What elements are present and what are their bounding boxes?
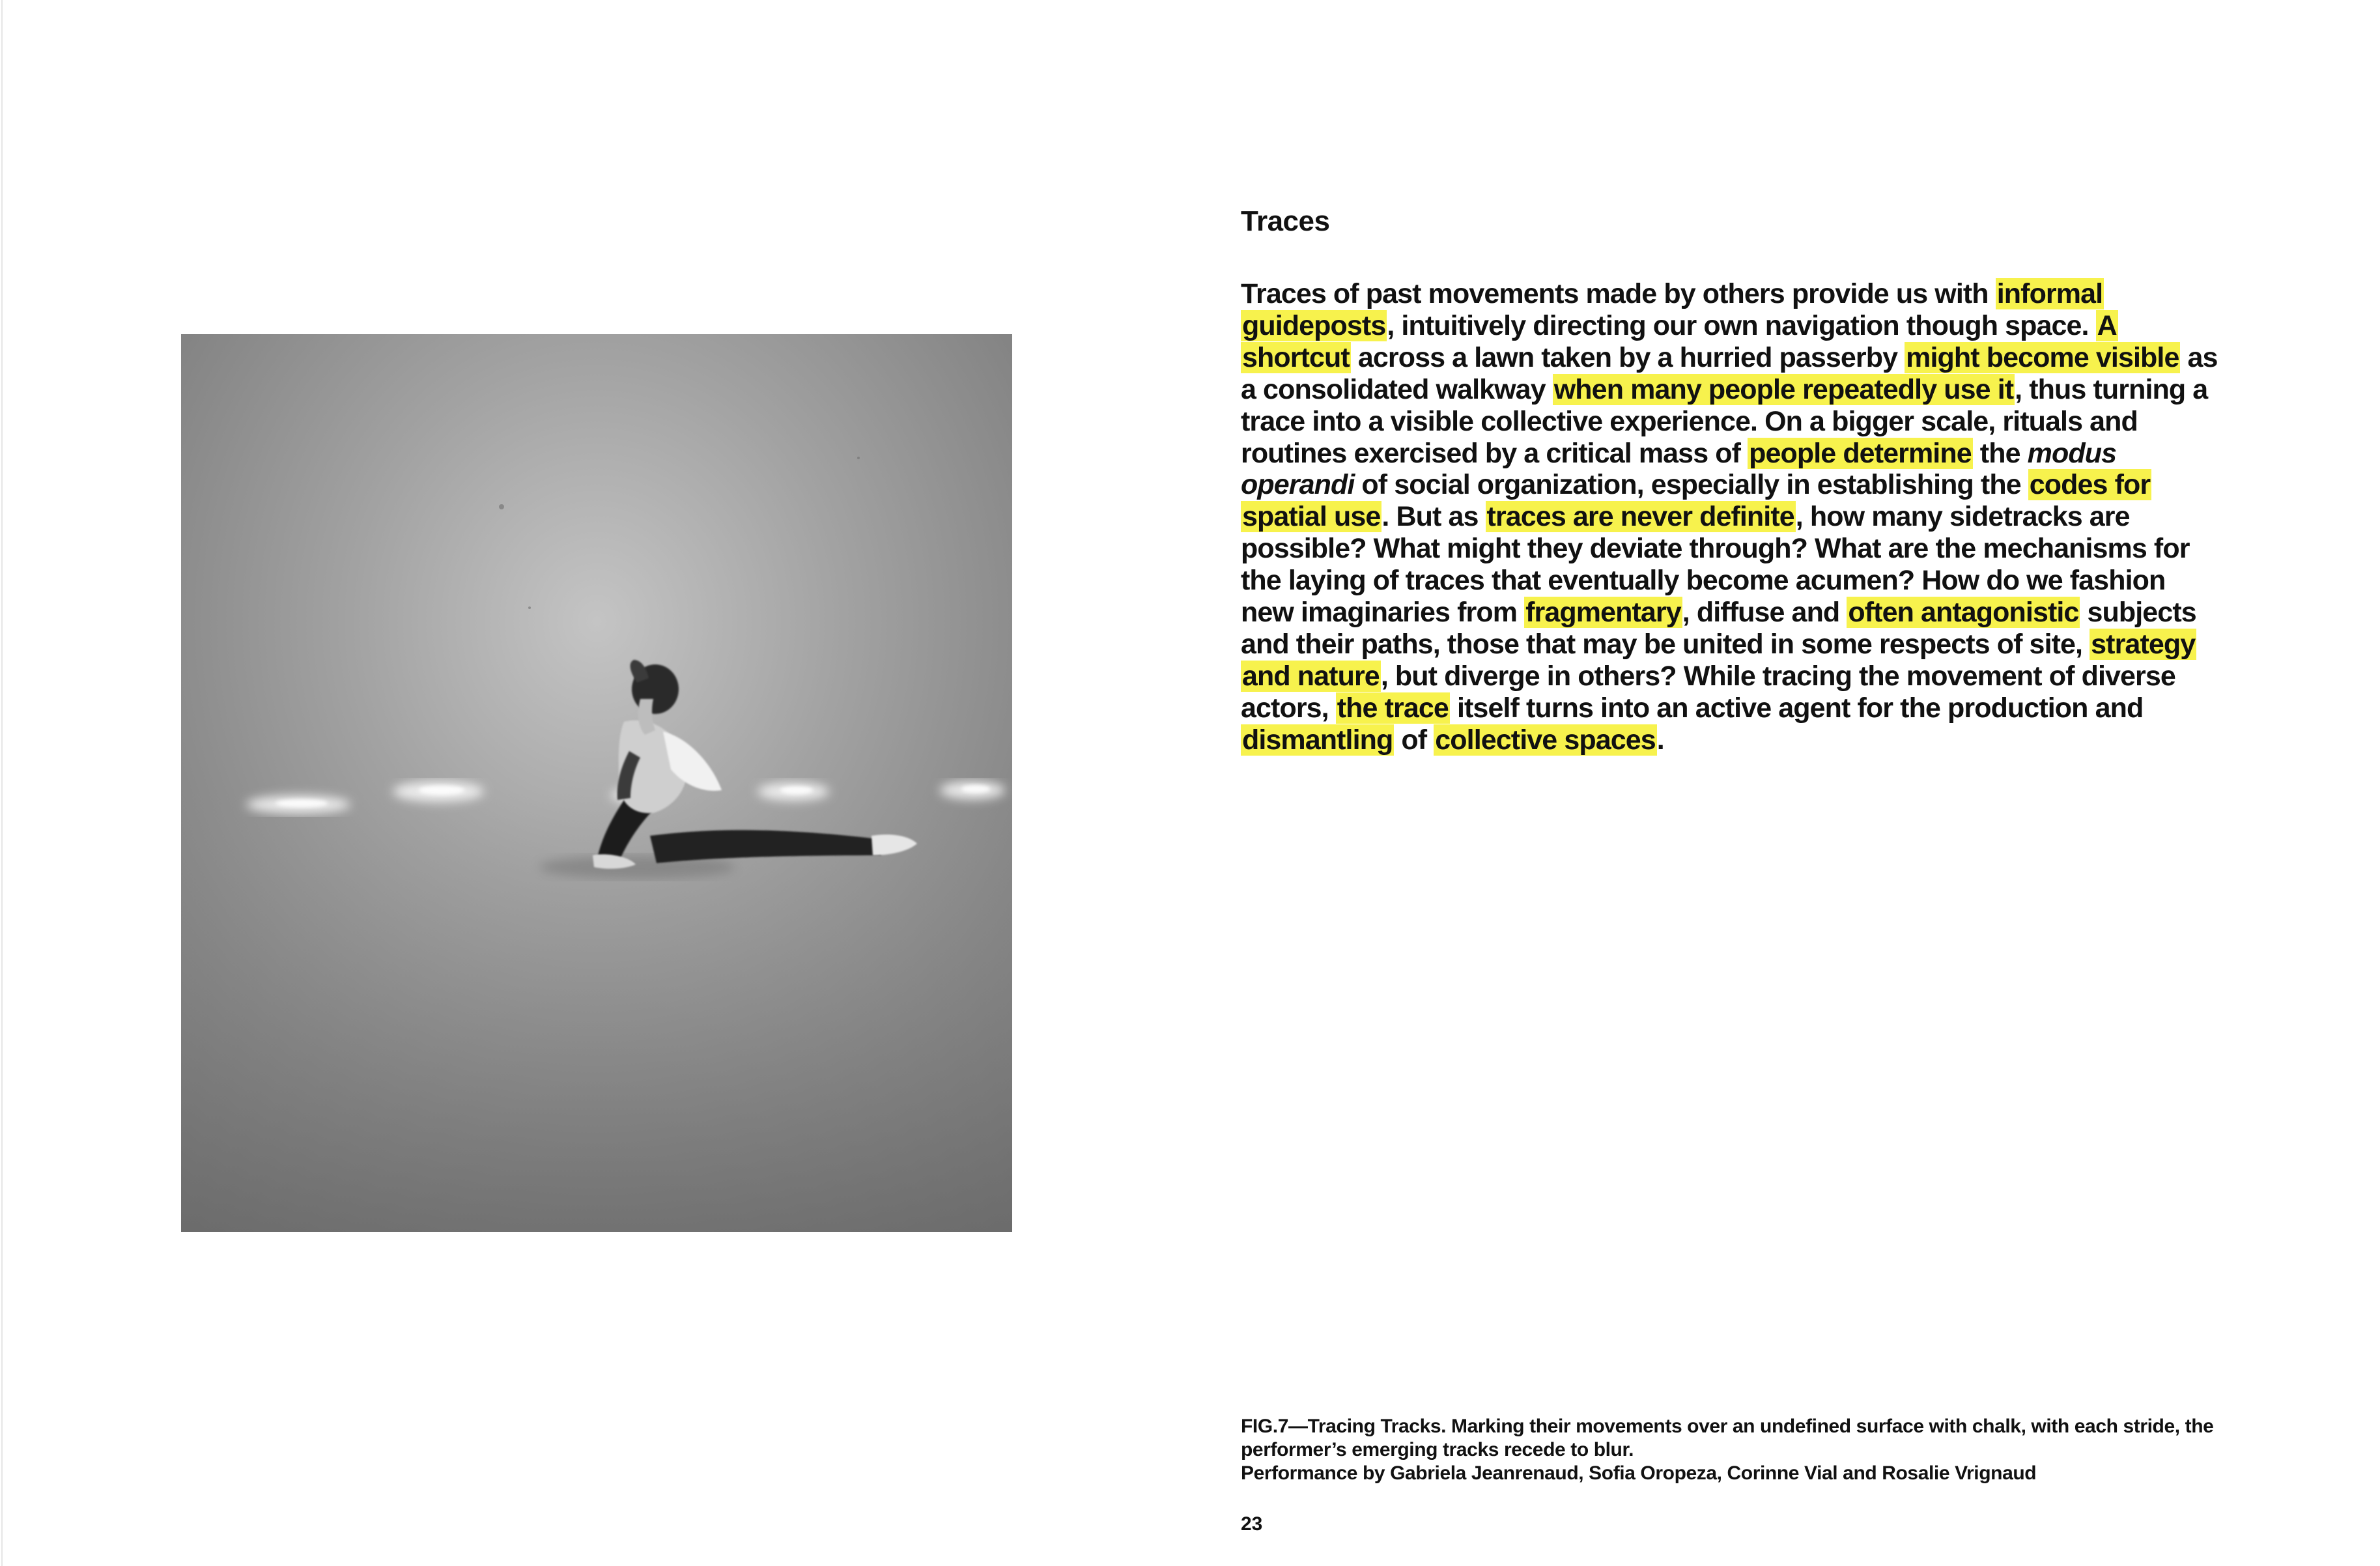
text-run: , but diverge in others? While tracing the movement of diverse actors, [1241,660,2175,724]
text-run: , intuitively directing our own navigation though space. [1387,309,2096,341]
text-run: , how many sidetracks are possible? What might they deviate through? What are the mechanisms for the laying of traces that eventually become acumen? How do we fashion new imaginaries from [1241,501,2190,629]
photograph-illustration [181,334,1012,1232]
highlighted-phrase: informal guideposts [1242,278,2103,341]
highlighted-phrase: might become visible [1906,341,2179,373]
highlighted-phrase: when many people repeatedly use it [1553,373,2014,405]
highlighted-phrase: dismantling [1242,724,1393,756]
text-run: subjects and their paths, those that may be united in some respects of site, [1241,597,2196,660]
text-run: Traces of past movements made by others provide us with [1241,278,1996,309]
highlighted-phrase: traces are never definite [1486,501,1794,533]
text-run: of [1394,724,1434,756]
caption-description: FIG.7—Tracing Tracks. Marking their movements over an undefined surface with chalk, with each stride, the performer’s emerging tracks recede to blur. [1241,1416,2214,1460]
text-run: as a consolidated walkway [1241,341,2218,405]
page-number: 23 [1241,1513,1263,1535]
text-run: itself turns into an active agent for the production and [1449,692,2144,724]
italic-phrase: modus operandi [1241,437,2117,501]
text-run: . [1656,724,1664,756]
figure-caption [1241,1415,2218,1485]
highlighted-phrase: the trace [1337,692,1449,724]
highlighted-phrase: people determine [1749,437,1972,469]
highlighted-phrase: often antagonistic [1848,597,2079,629]
text-run: the [1972,437,2028,469]
highlighted-phrase: fragmentary [1525,597,1681,629]
highlighted-phrase: collective spaces [1435,724,1656,756]
section-heading: Traces [1241,205,1330,237]
highlighted-phrase: codes for spatial use [1242,469,2151,533]
body-paragraph [1241,278,2218,756]
text-run: , diffuse and [1682,597,1847,629]
text-run: , thus turning a trace into a visible collective experience. On a bigger scale, rituals and routines exercised by a critical mass of [1241,373,2208,469]
caption-credits: Performance by Gabriela Jeanrenaud, Sofia Oropeza, Corinne Vial and Rosalie Vrignaud [1241,1462,2037,1484]
performance-photograph [181,334,1012,1232]
highlighted-phrase: A shortcut [1242,309,2117,373]
page-edge [1,0,3,1566]
text-column [1241,202,2218,756]
text-run: . But as [1381,501,1486,533]
text-run: across a lawn taken by a hurried passerby [1350,341,1905,373]
text-run: of social organization, especially in establishing the [1354,469,2028,501]
highlighted-phrase: strategy and nature [1242,628,2196,692]
